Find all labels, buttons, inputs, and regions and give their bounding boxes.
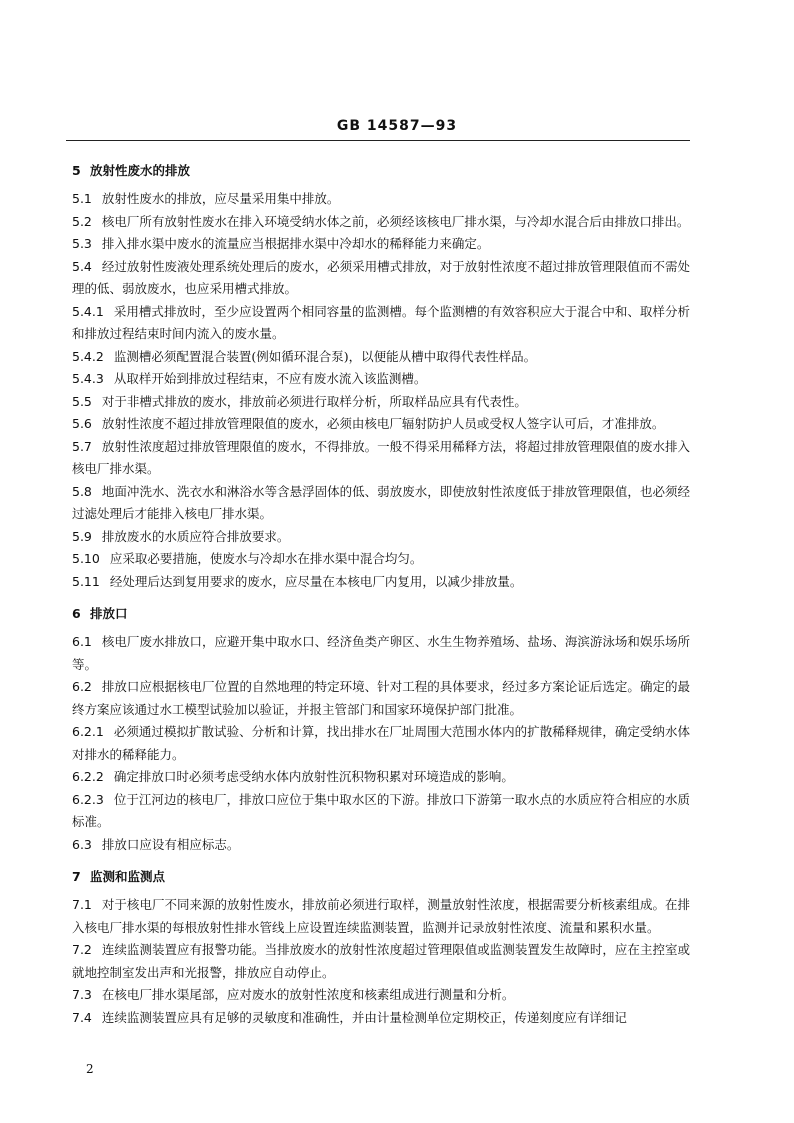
clause-text: 放射性浓度超过排放管理限值的废水，不得排放。一般不得采用稀释方法，将超过排放管理限值的废水排入核电厂排水渠。: [72, 438, 690, 476]
clause-text: 排放口应设有相应标志。: [101, 836, 240, 852]
clause-number: 5.5: [72, 393, 92, 409]
clause-paragraph: [72, 1007, 690, 1030]
clause-number: 5.8: [72, 483, 92, 499]
clause-text: 经处理后达到复用要求的废水，应尽量在本核电厂内复用，以减少排放量。: [109, 573, 523, 589]
clause-number: 5.2: [72, 213, 92, 229]
clause-paragraph: [72, 571, 690, 594]
clause-text: 从取样开始到排放过程结束，不应有废水流入该监测槽。: [113, 371, 427, 386]
document-body: [72, 160, 690, 1029]
clause-text: 放射性废水的排放，应尽量采用集中排放。: [101, 191, 340, 206]
clause-number: 5.1: [72, 191, 92, 206]
clause-number: 5.7: [72, 438, 92, 454]
clause-text: 地面冲洗水、洗衣水和淋浴水等含悬浮固体的低、弱放废水，即使放射性浓度低于排放管理限值，也必须经过滤处理后才能排入核电厂排水渠。: [72, 483, 690, 521]
clause-paragraph: [72, 481, 690, 526]
clause-number: 5.6: [72, 416, 92, 431]
clause-text: 对于非槽式排放的废水，排放前必须进行取样分析，所取样品应具有代表性。: [101, 393, 527, 409]
clause-paragraph: [72, 188, 690, 211]
clause-text: 确定排放口时必须考虑受纳水体内放射性沉积物积累对环境造成的影响。: [113, 769, 514, 784]
clause-number: 7.4: [72, 1009, 92, 1025]
clause-number: 6.1: [72, 634, 92, 649]
clause-text: 对于核电厂不同来源的放射性废水，排放前必须进行取样，测量放射性浓度，根据需要分析核素组成。在排入核电厂排水渠的每根放射性排水管线上应设置连续监测装置，监测并记录放射性浓度、流量和累积水量。: [72, 897, 690, 935]
clause-paragraph: [72, 834, 690, 857]
clause-paragraph: [72, 766, 690, 789]
section-number: 6: [72, 606, 81, 621]
clause-number: 6.2.2: [72, 769, 104, 784]
clause-text: 放射性浓度不超过排放管理限值的废水，必须由核电厂辐射防护人员或受权人签字认可后，才准排放。: [101, 416, 665, 431]
clause-text: 排放废水的水质应符合排放要求。: [101, 528, 290, 544]
clause-paragraph: [72, 233, 690, 256]
clause-text: 经过放射性废液处理系统处理后的废水，必须采用槽式排放，对于放射性浓度不超过排放管理限值而不需处理的低、弱放废水，也应采用槽式排放。: [72, 258, 690, 296]
clause-paragraph: [72, 548, 690, 571]
clause-text: 采用槽式排放时，至少应设置两个相同容量的监测槽。每个监测槽的有效容积应大于混合中和、取样分析和排放过程结束时间内流入的废水量。: [72, 303, 690, 341]
clause-paragraph: [72, 676, 690, 721]
clause-text: 排入排水渠中废水的流量应当根据排水渠中冷却水的稀释能力来确定。: [101, 236, 490, 251]
clause-text: 应采取必要措施，使废水与冷却水在排水渠中混合均匀。: [109, 551, 423, 566]
clause-number: 7.1: [72, 897, 92, 912]
section-heading: [72, 866, 690, 888]
document-header: GB 14587—93: [336, 118, 458, 134]
clause-paragraph: [72, 789, 690, 834]
section-number: 7: [72, 869, 81, 884]
clause-number: 5.4: [72, 258, 92, 274]
clause-text: 监测槽必须配置混合装置(例如循环混合泵)，以便能从槽中取得代表性样品。: [113, 348, 537, 364]
clause-text: 核电厂废水排放口，应避开集中取水口、经济鱼类产卵区、水生生物养殖场、盐场、海滨游泳场和娱乐场所等。: [72, 634, 690, 672]
section-title: 放射性废水的排放: [90, 163, 191, 178]
section-title: 排放口: [90, 606, 128, 621]
clause-text: 排放口应根据核电厂位置的自然地理的特定环境、针对工程的具体要求，经过多方案论证后选定。确定的最终方案应该通过水工模型试验加以验证，并报主管部门和国家环境保护部门批准。: [72, 679, 690, 717]
clause-number: 5.4.1: [72, 303, 104, 319]
clause-text: 位于江河边的核电厂，排放口应位于集中取水区的下游。排放口下游第一取水点的水质应符合相应的水质标准。: [72, 791, 690, 829]
clause-paragraph: [72, 256, 690, 301]
clause-number: 7.3: [72, 987, 92, 1002]
clause-text: 连续监测装置应有报警功能。当排放废水的放射性浓度超过管理限值或监测装置发生故障时，应在主控室或就地控制室发出声和光报警，排放应自动停止。: [72, 942, 690, 980]
clause-number: 5.4.2: [72, 348, 104, 364]
clause-paragraph: [72, 939, 690, 984]
clause-text: 必须通过模拟扩散试验、分析和计算，找出排水在厂址周围大范围水体内的扩散稀释规律，确定受纳水体对排水的稀释能力。: [72, 724, 690, 762]
clause-number: 6.2.1: [72, 724, 104, 739]
clause-paragraph: [72, 301, 690, 346]
clause-paragraph: [72, 631, 690, 676]
clause-paragraph: [72, 526, 690, 549]
clause-text: 核电厂所有放射性废水在排入环境受纳水体之前，必须经该核电厂排水渠，与冷却水混合后由排放口排出。: [101, 213, 690, 229]
clause-number: 5.4.3: [72, 371, 104, 386]
header-rule: [66, 140, 690, 141]
clause-number: 6.3: [72, 836, 92, 852]
clause-number: 5.9: [72, 528, 92, 544]
clause-paragraph: [72, 894, 690, 939]
clause-paragraph: [72, 368, 690, 391]
clause-paragraph: [72, 413, 690, 436]
clause-paragraph: [72, 391, 690, 414]
clause-number: 5.3: [72, 236, 92, 251]
section-heading: [72, 160, 690, 182]
clause-number: 6.2: [72, 679, 92, 694]
clause-paragraph: [72, 984, 690, 1007]
page-number: 2: [86, 1062, 94, 1076]
section-title: 监测和监测点: [90, 869, 166, 884]
clause-paragraph: [72, 346, 690, 369]
section-heading: [72, 603, 690, 625]
clause-paragraph: [72, 721, 690, 766]
clause-number: 6.2.3: [72, 791, 104, 807]
clause-number: 5.11: [72, 573, 100, 589]
clause-number: 5.10: [72, 551, 100, 566]
clause-paragraph: [72, 436, 690, 481]
clause-paragraph: [72, 211, 690, 234]
clause-number: 7.2: [72, 942, 92, 957]
clause-text: 在核电厂排水渠尾部，应对废水的放射性浓度和核素组成进行测量和分析。: [101, 987, 515, 1002]
clause-text: 连续监测装置应具有足够的灵敏度和准确性，并由计量检测单位定期校正，传递刻度应有详细记: [101, 1009, 627, 1025]
section-number: 5: [72, 163, 81, 178]
